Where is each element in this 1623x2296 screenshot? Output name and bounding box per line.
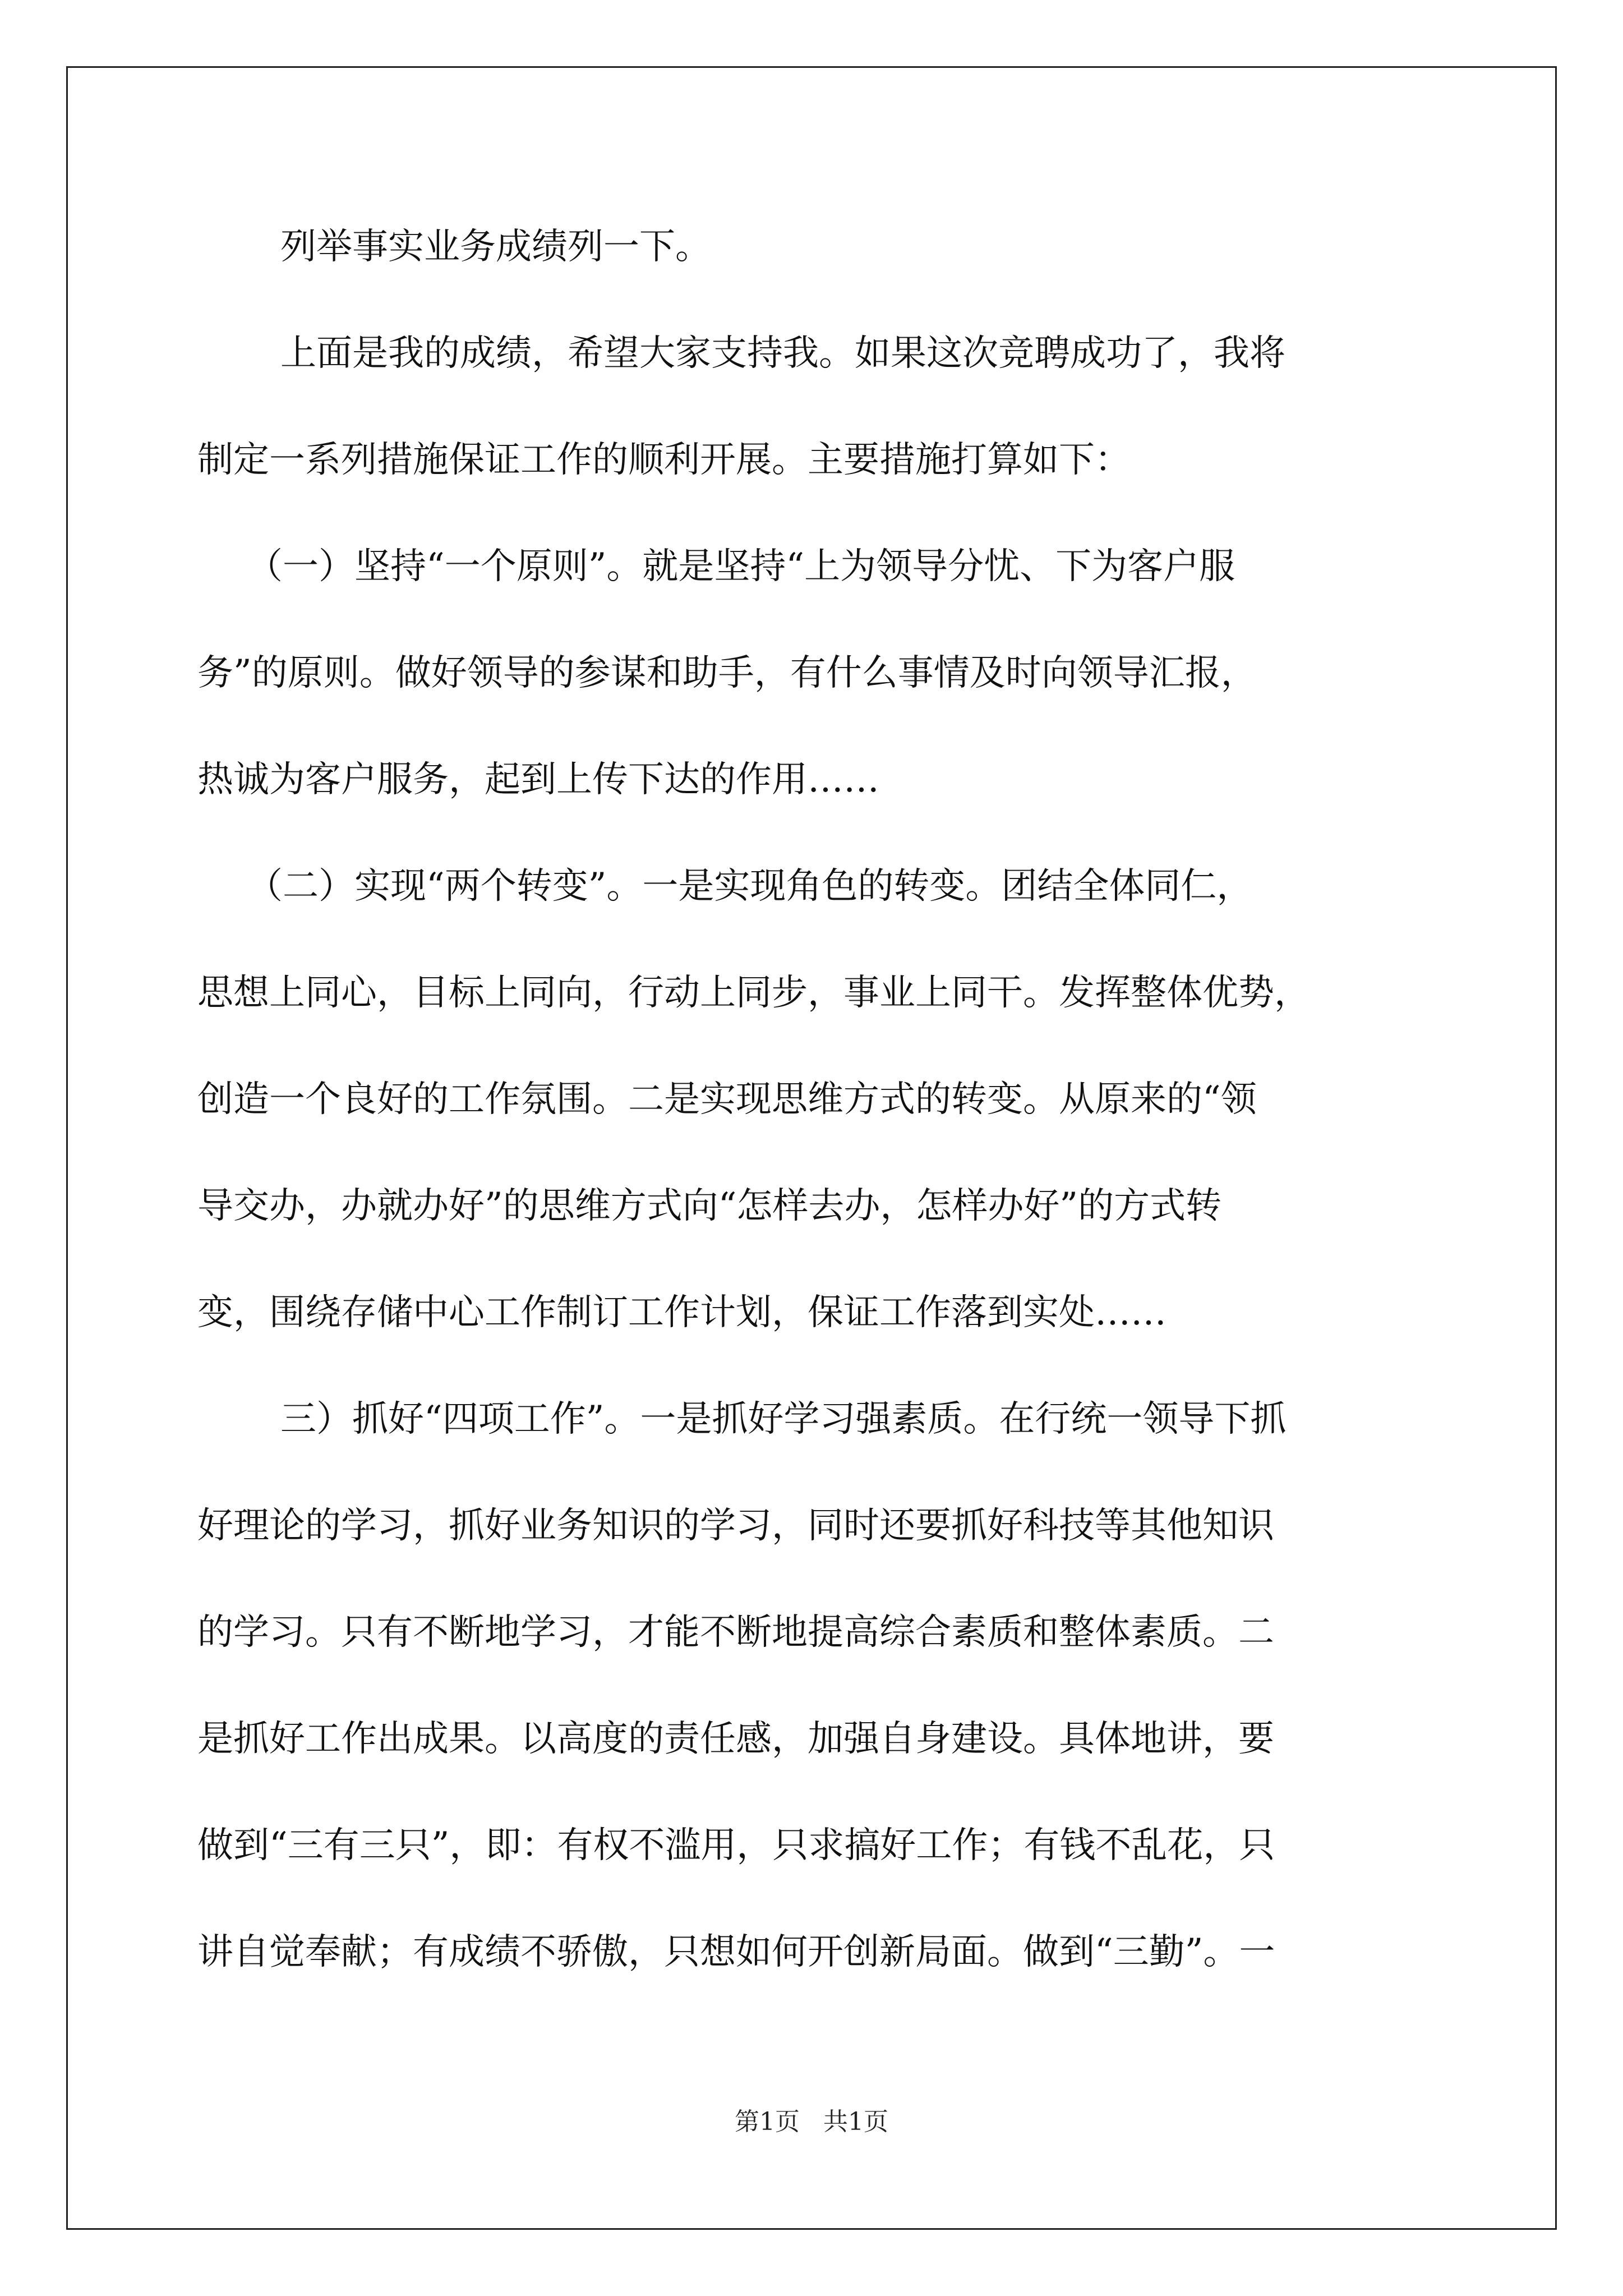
text-line-2: 上面是我的成绩，希望大家支持我。如果这次竞聘成功了，我将 [280,333,1285,374]
text-line-13: 好理论的学习，抓好业务知识的学习，同时还要抓好科技等其他知识 [197,1505,1274,1547]
text-line-7: （二）实现“两个转变”。一是实现角色的转变。团结全体同仁， [247,866,1253,907]
text-line-17: 讲自觉奉献；有成绩不骄傲，只想如何开创新局面。做到“三勤”。一 [197,1931,1275,1973]
text-line-6: 热诚为客户服务，起到上传下达的作用…… [197,759,879,800]
text-line-5: 务”的原则。做好领导的参谋和助手，有什么事情及时向领导汇报， [197,652,1257,694]
text-line-8: 思想上同心，目标上同向，行动上同步，事业上同干。发挥整体优势， [197,972,1310,1014]
text-line-14: 的学习。只有不断地学习，才能不断地提高综合素质和整体素质。二 [197,1612,1274,1653]
text-line-15: 是抓好工作出成果。以高度的责任感，加强自身建设。具体地讲，要 [197,1718,1274,1760]
text-line-11: 变，围绕存储中心工作制订工作计划，保证工作落到实处…… [197,1292,1166,1333]
text-line-12: 三）抓好“四项工作”。一是抓好学习强素质。在行统一领导下抓 [280,1398,1287,1440]
page-border [66,66,1557,2230]
text-line-10: 导交办，办就办好”的思维方式向“怎样去办，怎样办好”的方式转 [197,1185,1222,1227]
text-line-1: 列举事实业务成绩列一下。 [280,226,711,268]
text-line-3: 制定一系列措施保证工作的顺利开展。主要措施打算如下： [197,439,1131,481]
text-line-4: （一）坚持“一个原则”。就是坚持“上为领导分忧、下为客户服 [247,546,1235,587]
page-footer: 第1页 共1页 [735,2108,888,2136]
text-line-9: 创造一个良好的工作氛围。二是实现思维方式的转变。从原来的“领 [197,1079,1257,1120]
text-line-16: 做到“三有三只”，即：有权不滥用，只求搞好工作；有钱不乱花，只 [197,1825,1275,1866]
